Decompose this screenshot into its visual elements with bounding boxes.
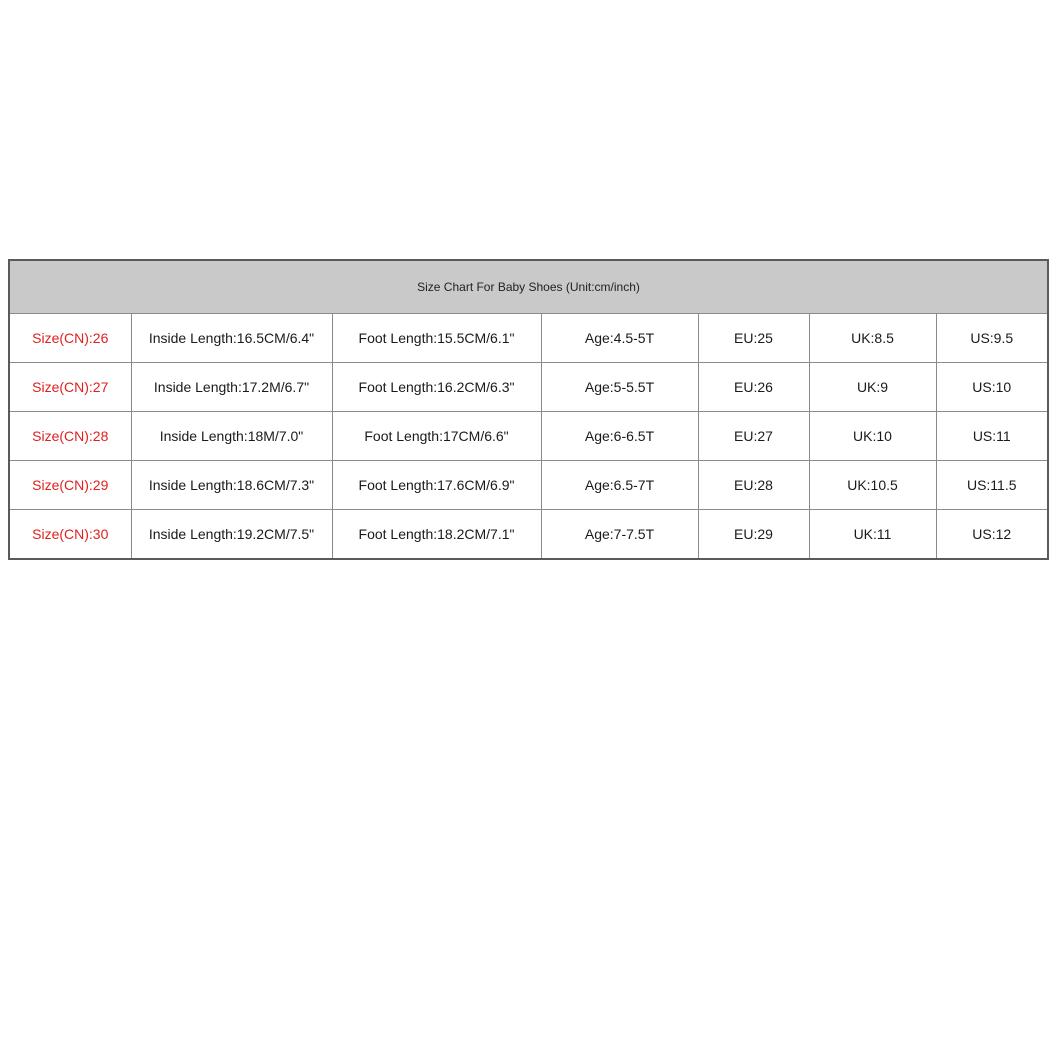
age-cell: Age:7-7.5T: [541, 510, 698, 559]
us-size-cell: US:12: [972, 526, 1012, 542]
size-table: [10, 314, 1047, 558]
eu-size-cell: EU:25: [698, 314, 809, 363]
inside-length-cell: Inside Length:18M/7.0": [131, 412, 332, 461]
chart-title: Size Chart For Baby Shoes (Unit:cm/inch): [10, 261, 1047, 314]
foot-length-cell: Foot Length:17CM/6.6": [332, 412, 541, 461]
size-cn-cell: Size(CN):26: [10, 314, 131, 363]
table-row: [10, 412, 1047, 461]
uk-size-cell: UK:8.5: [809, 314, 936, 363]
us-size-cell: US:11.5: [936, 461, 1047, 510]
uk-size-cell: UK:10.5: [809, 461, 936, 510]
foot-length-cell: Foot Length:18.2CM/7.1": [332, 510, 541, 559]
us-size-cell: US:10: [936, 363, 1047, 412]
inside-length-cell: Inside Length:18.6CM/7.3": [131, 461, 332, 510]
eu-size-cell: EU:29: [698, 510, 809, 559]
age-cell: Age:4.5-5T: [541, 314, 698, 363]
table-row: [10, 461, 1047, 510]
table-row: [10, 510, 1047, 559]
inside-length-cell: Inside Length:16.5CM/6.4": [131, 314, 332, 363]
table-row: [10, 314, 1047, 363]
size-cn-cell: Size(CN):27: [10, 363, 131, 412]
eu-size-cell: EU:28: [698, 461, 809, 510]
inside-length-cell: Inside Length:19.2CM/7.5": [131, 510, 332, 559]
size-cn-cell: Size(CN):28: [10, 412, 131, 461]
uk-size-cell: UK:10: [809, 412, 936, 461]
foot-length-cell: Foot Length:16.2CM/6.3": [332, 363, 541, 412]
age-cell: Age:6.5-7T: [541, 461, 698, 510]
table-row: [10, 363, 1047, 412]
inside-length-cell: Inside Length:17.2M/6.7": [131, 363, 332, 412]
size-chart: [8, 259, 1049, 560]
uk-size-cell: UK:9: [809, 363, 936, 412]
us-size-cell: US:9.5: [936, 314, 1047, 363]
age-cell: Age:5-5.5T: [541, 363, 698, 412]
eu-size-cell: EU:27: [698, 412, 809, 461]
foot-length-cell: Foot Length:15.5CM/6.1": [332, 314, 541, 363]
age-cell: Age:6-6.5T: [541, 412, 698, 461]
size-cn-cell: Size(CN):29: [10, 461, 131, 510]
eu-size-cell: EU:26: [698, 363, 809, 412]
us-size-cell: US:11: [936, 412, 1047, 461]
size-cn-cell: Size(CN):30: [10, 510, 131, 559]
uk-size-cell: UK:11: [809, 510, 936, 559]
foot-length-cell: Foot Length:17.6CM/6.9": [332, 461, 541, 510]
